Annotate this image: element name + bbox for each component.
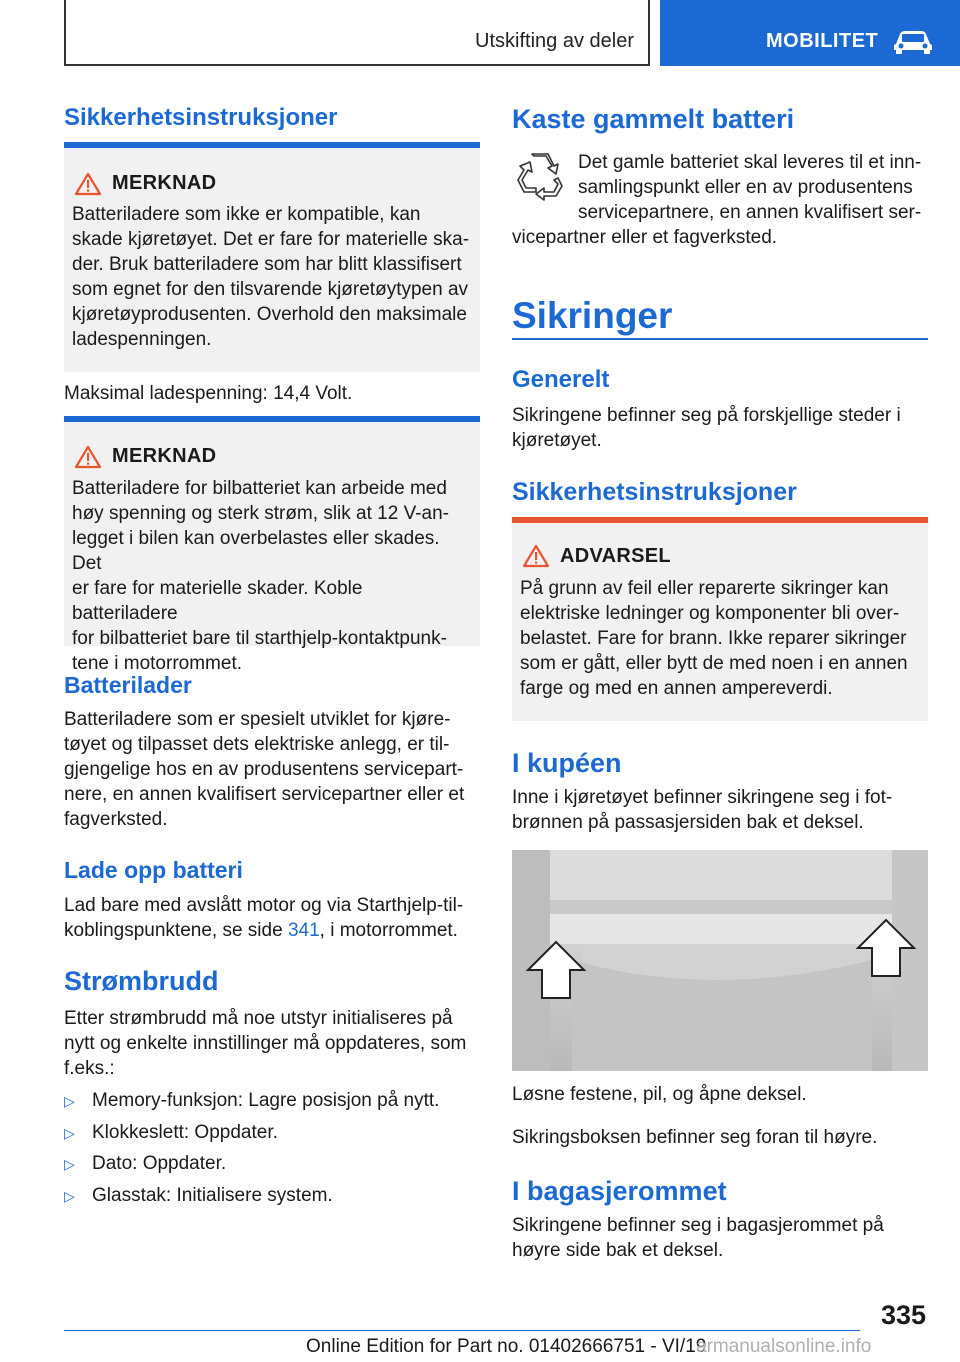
bullet-triangle-icon: ▷ (64, 1125, 75, 1141)
footer-edition: Online Edition for Part no. 01402666751 - VI/19 (306, 1336, 707, 1357)
note-label: MERKNAD (112, 172, 217, 194)
trunk-text: Sikringene befinner seg i bagasjerommet på høyre side bak et deksel. (512, 1215, 884, 1261)
car-icon (890, 28, 936, 54)
heading-dispose-battery: Kaste gammelt batteri (512, 104, 795, 134)
note-box-2 (64, 416, 480, 674)
warning-triangle-icon (74, 172, 102, 196)
header-chapter-tab[interactable] (660, 0, 960, 66)
header-section-box (64, 0, 650, 66)
header-chapter-label: MOBILITET (766, 30, 879, 52)
warning-triangle-icon (522, 544, 550, 568)
list-item: ▷ Klokkeslett: Oppdater. (64, 1120, 278, 1146)
note-box-1 (64, 142, 480, 372)
fuse-cover-photo (512, 850, 928, 1071)
note-label: MERKNAD (112, 445, 217, 467)
battery-charger-text: Batteriladere som er spesielt utviklet for kjøre- tøyet og tilpasset dets elektriske anlegg, er til- gjengelige hos en av produsentens servicepart- nere, en annen kvalifisert servicepartner eller et fagverksted. (64, 709, 465, 830)
recycle-icon (514, 150, 566, 202)
heading-fuses: Sikringer (512, 295, 673, 336)
dispose-battery-text: Det gamle batteriet skal leveres til et inn- samlingspunkt eller en av produsentens servicepartnere, en annen kvalifisert ser- (578, 152, 922, 223)
heading-charge-battery: Lade opp batteri (64, 857, 243, 883)
heading-cabin: I kupéen (512, 748, 622, 778)
bullet-triangle-icon: ▷ (64, 1188, 75, 1204)
note-text: Batteriladere som ikke er kompatible, kan skade kjøretøyet. Det er fare for materielle ska- der. Bruk batteriladere som har blitt klassifisert som egnet for den tilsvarende kjøretøytypen av kjøretøyprodusenten. Overhold den maksimale ladespenningen. (72, 204, 470, 350)
warning-label: ADVARSEL (560, 545, 671, 567)
note-text: Batteriladere for bilbatteriet kan arbeide med høy spenning og sterk strøm, slik at 12 V-an- legget i bilen kan overbelastes eller skades. Det er fare for materielle skader. Koble batteriladere for bilbatteriet bare til starthjelp-kontaktpunk- tene i motorrommet. (72, 478, 449, 674)
warning-box (512, 517, 928, 721)
max-voltage-text: Maksimal ladespenning: 14,4 Volt. (64, 383, 353, 404)
header-section-title: Utskifting av deler (475, 30, 634, 52)
page-ref-link[interactable]: 341 (287, 920, 320, 941)
note-bar (64, 416, 480, 422)
warning-bar (512, 517, 928, 523)
list-item: ▷ Glasstak: Initialisere system. (64, 1183, 333, 1209)
heading-fuse-safety: Sikkerhetsinstruksjoner (512, 478, 797, 506)
list-item: ▷ Memory-funksjon: Lagre posisjon på nytt. (64, 1088, 439, 1114)
footer-rule (64, 1330, 860, 1331)
list-item: ▷ Dato: Oppdater. (64, 1151, 226, 1177)
bullet-triangle-icon: ▷ (64, 1156, 75, 1172)
page-number: 335 (880, 1300, 926, 1330)
warning-triangle-icon (74, 445, 102, 469)
bullet-triangle-icon: ▷ (64, 1093, 75, 1109)
cabin-text: Inne i kjøretøyet befinner sikringene seg i fot- brønnen på passasjersiden bak et deksel. (512, 787, 893, 833)
heading-general: Generelt (512, 366, 610, 393)
heading-power-outage: Strømbrudd (64, 966, 219, 996)
charge-battery-text: Lad bare med avslått motor og via Starthjelp-til- koblingspunktene, se side 341, i motorrommet. (64, 895, 464, 941)
heading-safety-instructions: Sikkerhetsinstruksjoner (64, 104, 338, 131)
heading-rule (512, 338, 928, 340)
note-bar (64, 142, 480, 148)
warning-text: På grunn av feil eller reparerte sikringer kan elektriske ledninger og komponenter bli over- belastet. Fare for brann. Ikke reparer sikringer som er gått, eller bytt de med noen i en annen farge og med en annen ampereverdi. (520, 578, 908, 699)
footer-watermark: armanualsonline.info (696, 1336, 872, 1357)
photo-caption-2: Sikringsboksen befinner seg foran til høyre. (512, 1127, 878, 1148)
general-text: Sikringene befinner seg på forskjellige steder i kjøretøyet. (512, 405, 901, 451)
photo-caption-1: Løsne festene, pil, og åpne deksel. (512, 1084, 807, 1105)
heading-trunk: I bagasjerommet (512, 1176, 727, 1206)
dispose-battery-text-cont: vicepartner eller et fagverksted. (512, 227, 778, 248)
heading-battery-charger: Batterilader (64, 672, 192, 698)
power-outage-text: Etter strømbrudd må noe utstyr initialiseres på nytt og enkelte innstillinger må oppdateres, som f.eks.: (64, 1008, 467, 1079)
